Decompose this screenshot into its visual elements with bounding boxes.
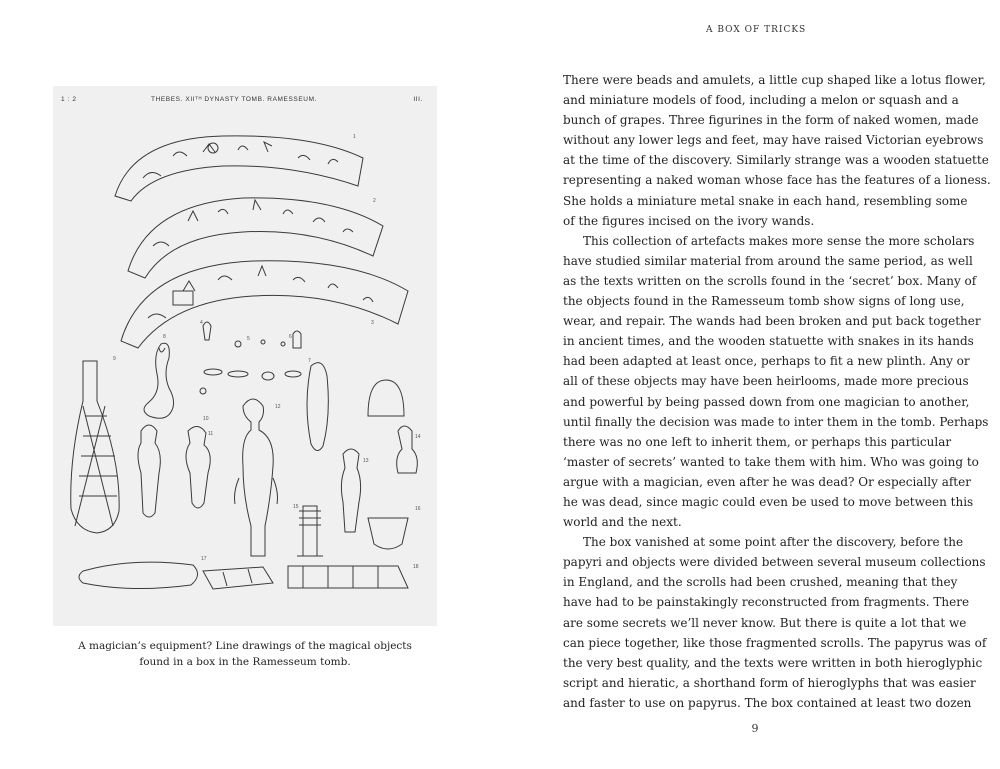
text-line: script and hieratic, a shorthand form of hieroglyphs that was easier <box>563 675 976 690</box>
line-drawings <box>53 86 437 626</box>
dome-object <box>368 380 404 416</box>
text-line: The box vanished at some point after the discovery, before the <box>583 535 964 550</box>
text-line: ‘master of secrets’ wanted to take them with him. Who was going to <box>563 454 979 469</box>
beads <box>200 369 301 394</box>
text-line: in England, and the scrolls had been crushed, meaning that they <box>563 575 958 590</box>
fig-number: 4 <box>200 320 203 326</box>
text-line: had been adapted at least once, perhaps to fit a new plinth. Any or <box>563 354 970 369</box>
djed-column <box>297 506 323 556</box>
fig-number: 8 <box>163 334 166 340</box>
fig-number: 10 <box>203 416 209 422</box>
text-line: and miniature models of food, including a melon or squash and a <box>563 93 959 108</box>
text-line: without any lower legs and feet, may have raised Victorian eyebrows <box>563 133 984 148</box>
fig-number: 12 <box>275 404 281 410</box>
fig-number: 15 <box>293 504 299 510</box>
melon-model <box>307 363 328 451</box>
wand-fragment-2 <box>203 567 273 589</box>
caption-line: found in a box in the Ramesseum tomb. <box>139 656 351 668</box>
fig-number: 14 <box>415 434 421 440</box>
lotus-cup <box>368 518 408 549</box>
ivory-wand-3 <box>121 261 408 348</box>
text-line: There were beads and amulets, a little cup shaped like a lotus flower, <box>563 73 986 87</box>
text-line: representing a naked woman whose face has the features of a lioness. <box>563 173 991 188</box>
text-line: This collection of artefacts makes more sense the more scholars <box>583 233 975 248</box>
text-line: in ancient times, and the wooden statuette with snakes in its hands <box>563 334 974 349</box>
text-line: there was no one left to inherit them, or perhaps this particular <box>563 434 952 449</box>
figure-caption <box>60 638 430 670</box>
text-line: bunch of grapes. Three figurines in the form of naked women, made <box>563 113 979 128</box>
fig-number: 3 <box>371 320 374 326</box>
fig-number: 11 <box>208 431 214 437</box>
text-line: as the texts written on the scrolls found in the ‘secret’ box. Many of <box>563 273 977 288</box>
fig-number: 1 <box>353 134 356 140</box>
figurine-2 <box>186 426 210 508</box>
plate-scale: 1 : 2 <box>61 96 77 103</box>
text-line: have had to be painstakingly reconstructed from fragments. There <box>563 595 970 610</box>
text-line: papyri and objects were divided between several museum collections <box>563 555 986 570</box>
text-line: at the time of the discovery. Similarly strange was a wooden statuette <box>563 153 989 168</box>
text-line: of the figures incised on the ivory wands. <box>563 213 815 228</box>
fig-number: 18 <box>413 564 419 570</box>
fig-number: 17 <box>201 556 207 562</box>
text-line: can piece together, like those fragmented scrolls. The papyrus was of <box>563 635 987 650</box>
figurine-3 <box>341 449 360 532</box>
text-line: She holds a miniature metal snake in each hand, resembling some <box>563 193 968 208</box>
text-line: world and the next. <box>563 515 682 530</box>
figurine-1 <box>138 425 160 517</box>
cobra-figure <box>144 343 174 418</box>
checkered-paddle <box>71 361 119 533</box>
carved-box-fragment <box>288 566 408 588</box>
fig-number: 13 <box>363 458 369 464</box>
fig-number: 9 <box>113 356 116 362</box>
text-line: argue with a magician, even after he was dead? Or especially after <box>563 474 971 489</box>
text-line: he was dead, since magic could even be used to move between this <box>563 494 974 509</box>
lioness-statuette <box>235 399 278 556</box>
wand-fragment-1 <box>79 562 198 588</box>
amulets-row <box>203 322 301 348</box>
running-head: A BOX OF TRICKS <box>706 25 807 35</box>
caption-line: A magician’s equipment? Line drawings of the magical objects <box>78 640 412 652</box>
text-line: are some secrets we’ll never know. But there is quite a lot that we <box>563 615 967 630</box>
plate-number: III. <box>413 96 423 103</box>
fig-number: 2 <box>373 198 376 204</box>
fig-number: 5 <box>247 336 250 342</box>
text-line: and faster to use on papyrus. The box contained at least two dozen <box>563 695 972 710</box>
text-line: wear, and repair. The wands had been broken and put back together <box>563 314 981 329</box>
text-line: until finally the decision was made to inter them in the tomb. Perhaps <box>563 414 989 429</box>
fig-number: 6 <box>289 334 292 340</box>
text-line: the objects found in the Ramesseum tomb show signs of long use, <box>563 294 965 309</box>
ivory-wand-2 <box>128 198 383 278</box>
body-text <box>563 70 991 713</box>
plate-title: THEBES. XIIᵀᴴ DYNASTY TOMB. RAMESSEUM. <box>151 96 318 103</box>
fig-number: 16 <box>415 506 421 512</box>
page-number: 9 <box>751 722 759 735</box>
text-line: all of these objects may have been heirlooms, made more precious <box>563 374 969 389</box>
text-line: the very best quality, and the texts were written in both hieroglyphic <box>563 655 983 670</box>
ivory-wand-1 <box>115 136 363 201</box>
seated-animal <box>397 426 418 473</box>
text-line: have studied similar material from around the same period, as well <box>563 253 973 268</box>
fig-number: 7 <box>308 358 311 364</box>
illustration-plate <box>53 86 437 626</box>
text-line: and powerful by being passed down from one magician to another, <box>563 394 970 409</box>
